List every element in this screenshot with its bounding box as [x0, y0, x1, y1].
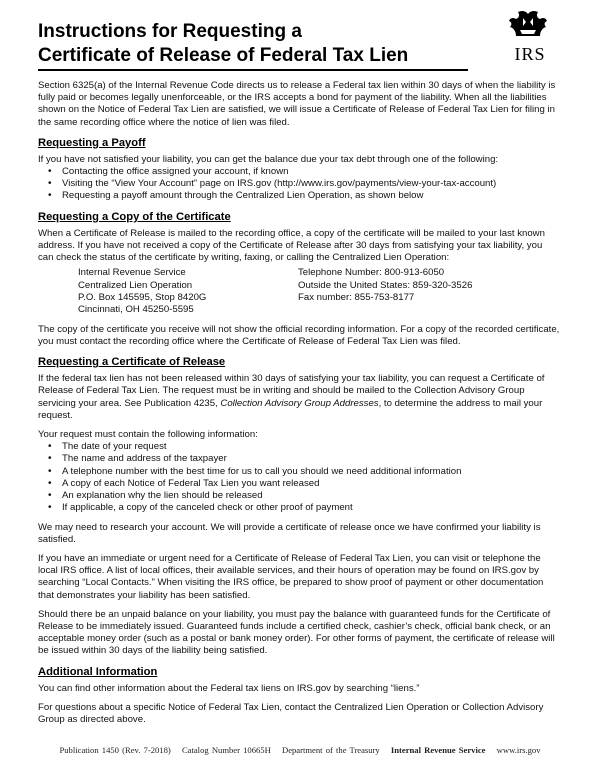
document-title — [38, 20, 478, 71]
copy-heading: Requesting a Copy of the Certificate — [38, 210, 231, 223]
release-paragraph-3: If you have an immediate or urgent need for a Certificate of Release of Federal Tax Lien, you can visit or telephone the local IRS office. A list of local offices, their available services, and their hours of operation may be found on IRS.gov by searching “Local Contacts.” When visiting the IRS office, be prepared to show proof of payment or other documentation that demonstrates your liability has been satisfied. — [38, 552, 544, 601]
intro-paragraph: Section 6325(a) of the Internal Revenue Code directs us to release a Federal tax lien within 30 days of when the liability is fully paid or becomes legally unenforceable, or the IRS accepts a bond for payment of the liability. When all the liabilities shown on the Notice of Federal Tax Lien are satisfied, we will issue a Certificate of Release of Federal Tax Lien for filing in the same recording office where the notice of lien was filed. — [38, 80, 556, 128]
release-paragraph-2: We may need to research your account. We will provide a certificate of release once we have confirmed your liability is satisfied. — [38, 521, 541, 545]
mailing-address — [78, 267, 298, 317]
list-item: • The name and address of the taxpayer — [48, 453, 560, 465]
release-requirements-list — [48, 441, 560, 514]
website-url: www.irs.gov — [496, 745, 541, 755]
title-line-2: Certificate of Release of Federal Tax Lien — [38, 45, 409, 66]
list-item: • A telephone number with the best time for us to call you should we need additional information — [48, 466, 560, 478]
address-line: Cincinnati, OH 45250-5595 — [78, 304, 194, 316]
release-text-part: , to determine the address to mail your request. — [38, 397, 543, 421]
phone-line: Outside the United States: 859-320-3526 — [298, 279, 473, 291]
payoff-heading: Requesting a Payoff — [38, 136, 146, 149]
release-text — [38, 373, 560, 422]
list-item: • Contacting the office assigned your account, if known — [48, 166, 560, 178]
copy-text: When a Certificate of Release is mailed to the recording office, a copy of the certificate will be mailed to your last known address. If you have not received a copy of the Certificate of Release after 30 days from satisfying your tax liability, you can check the status of the certificate by writing, faxing, or calling the Centralized Lien Operation: — [38, 227, 545, 264]
release-list-intro: Your request must contain the following information: — [38, 429, 258, 441]
list-item: • A copy of each Notice of Federal Tax Lien you want released — [48, 478, 560, 490]
list-item: • Visiting the “View Your Account” page on IRS.gov (http://www.irs.gov/payments/view-your-tax-account) — [48, 178, 560, 190]
payoff-list — [48, 166, 560, 203]
document-body — [38, 80, 560, 733]
payoff-text: If you have not satisfied your liability, you can get the balance due your tax debt through one of the following: — [38, 153, 499, 165]
title-line-1: Instructions for Requesting a — [38, 21, 302, 42]
list-item: • The date of your request — [48, 441, 560, 453]
contact-block — [78, 267, 560, 317]
additional-paragraph-2: For questions about a specific Notice of Federal Tax Lien, contact the Centralized Lien Operation or Collection Advisory Group as directed above. — [38, 701, 544, 725]
address-line: Centralized Lien Operation — [78, 279, 193, 291]
list-item: • If applicable, a copy of the canceled check or other proof of payment — [48, 502, 560, 514]
address-line: P.O. Box 145595, Stop 8420G — [78, 292, 207, 304]
publication-number: Publication 1450 (Rev. 7-2018) — [59, 745, 171, 755]
copy-note: The copy of the certificate you receive will not show the official recording information. For a copy of the recorded certificate, you must contact the recording office where the Certificate of Release of Federal Tax Lien was filed. — [38, 323, 560, 348]
additional-paragraph-1: You can find other information about the Federal tax liens on IRS.gov by searching “liens.” — [38, 682, 420, 694]
list-item: • An explanation why the lien should be released — [48, 490, 560, 502]
catalog-number: Catalog Number 10665H — [181, 745, 271, 755]
agency-name: Internal Revenue Service — [390, 745, 486, 755]
department-name: Department of the Treasury — [281, 745, 380, 755]
publication-reference: Collection Advisory Group Addresses — [220, 397, 379, 409]
page-footer — [0, 745, 600, 755]
additional-heading: Additional Information — [38, 665, 158, 678]
phone-numbers — [298, 267, 518, 317]
phone-line: Telephone Number: 800-913-6050 — [298, 267, 445, 279]
release-text-part: If the federal tax lien has not been released within 30 days of satisfying your tax liability, you can request a Certificate of Release of Federal Tax Lien. The request must be in writing and should be mailed to the Collection Advisory Group servicing your area. See Publication 4235, — [38, 373, 545, 409]
release-paragraph-4: Should there be an unpaid balance on your liability, you must pay the balance with guaranteed funds for the Certificate of Release to be immediately issued. Guaranteed funds include a certified check, cashier’s check, official bank check, or an acceptable money order (such as a postal or bank money order). For other forms of payment, the certificate of release will be issued within 30 days of the liability being satisfied. — [38, 608, 555, 657]
irs-logo-text: IRS — [514, 44, 546, 64]
title-underline — [38, 69, 468, 71]
list-item: • Requesting a payoff amount through the Centralized Lien Operation, as shown below — [48, 190, 560, 202]
release-heading: Requesting a Certificate of Release — [38, 356, 226, 369]
phone-line: Fax number: 855-753-8177 — [298, 292, 415, 304]
address-line: Internal Revenue Service — [78, 267, 186, 279]
